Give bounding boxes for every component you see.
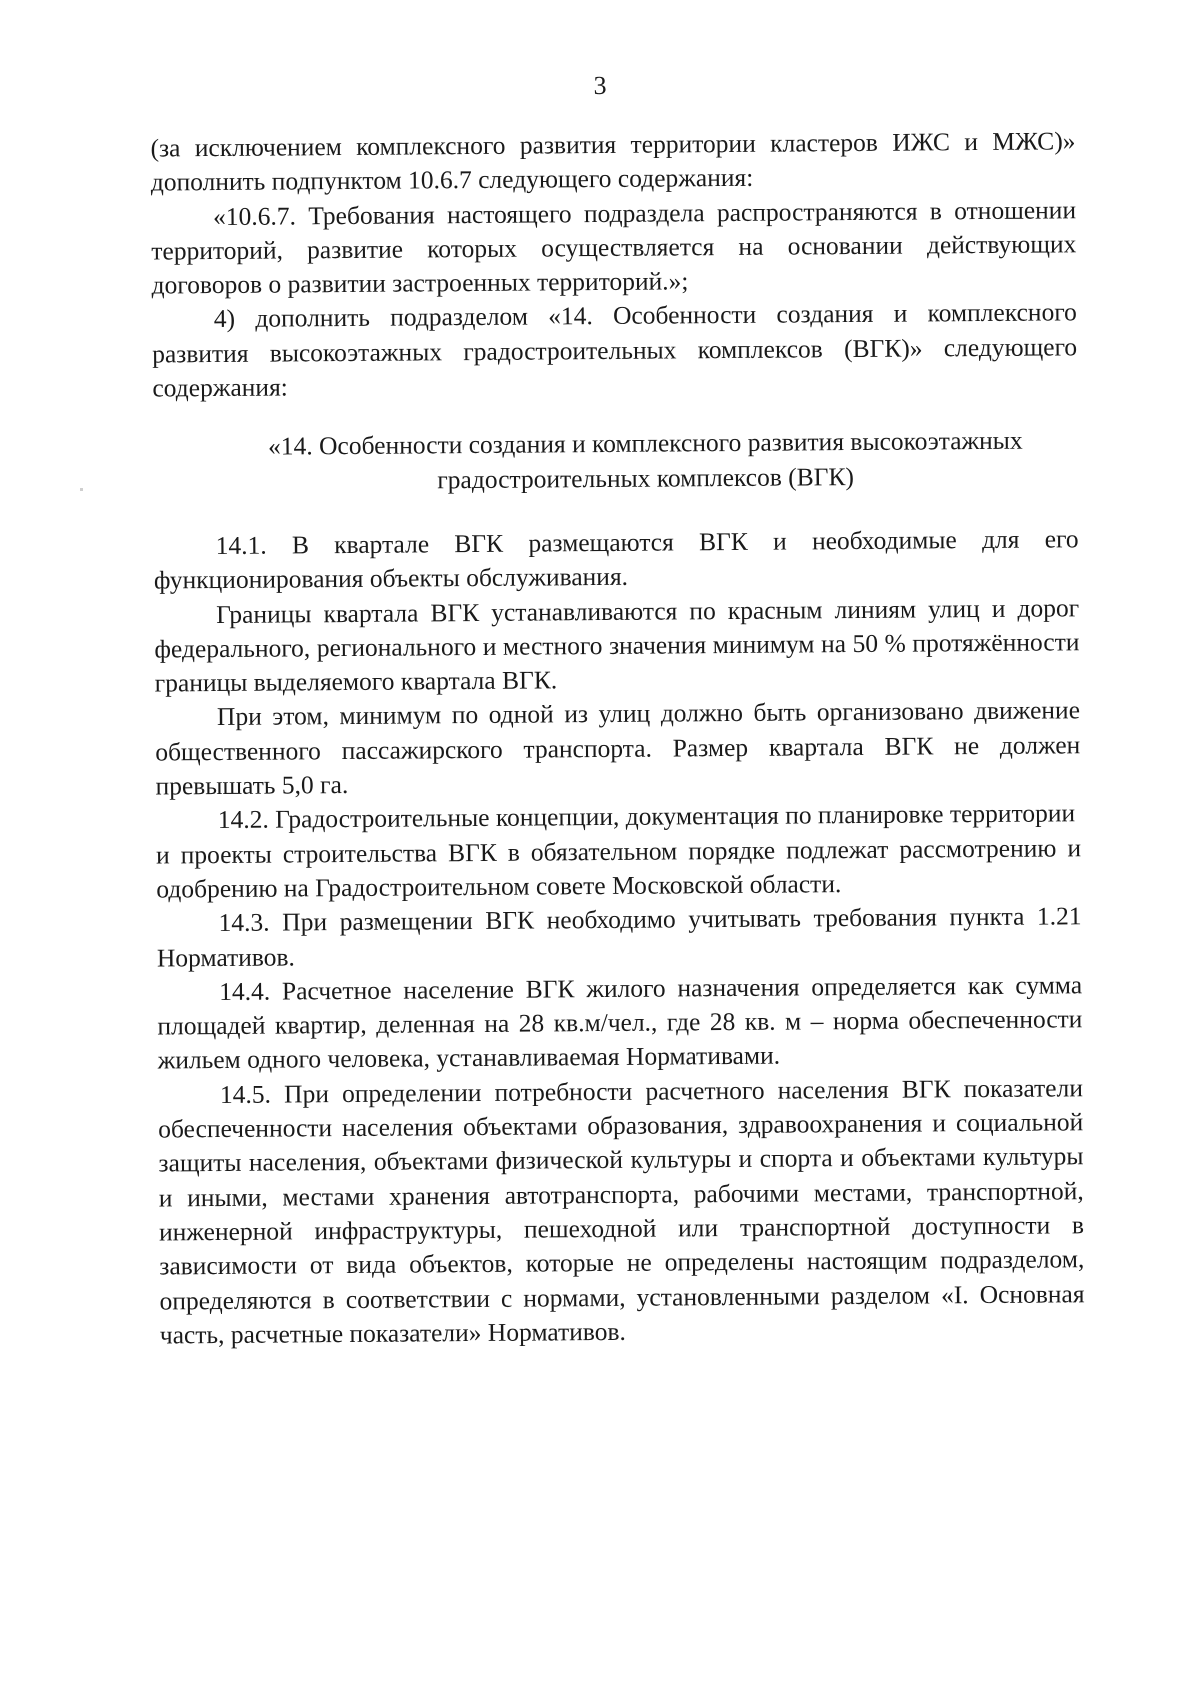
clause-14-1: 14.1. В квартале ВГК размещаются ВГК и необходимые для его функционирования объекты обслуживания. [153,524,1079,595]
section-heading [153,424,1079,500]
clause-14-5: 14.5. При определении потребности расчетного населения ВГК показатели обеспеченности населения объектами образования, здравоохранения и социальной защиты населения, объектами физической культуры и спорта и объектами культуры и иными, местами хранения автотранспорта, рабочими местами, транспортной, инженерной инфраструктуры, пешеходной или транспортной доступности в зависимости от вида объектов, которые не определены настоящим подразделом, определяются в соответствии с нормами, установленными разделом «I. Основная часть, расчетные показатели» Нормативов. [158,1072,1085,1350]
section-heading-line-2: градостроительных комплексов (ВГК) [437,461,855,494]
paragraph-subclause-10-6-7: «10.6.7. Требования настоящего подраздела распространяются в отношении территорий, развитие которых осуществляется на основании действующих договоров о развитии застроенных территорий.»; [151,194,1077,300]
clause-14-3: 14.3. При размещении ВГК необходимо учитывать требования пункта 1.21 Нормативов. [156,901,1082,973]
page-number: 3 [593,70,607,101]
clause-14-2-continuation: и проекты строительства ВГК в обязательном порядке подлежат рассмотрению и одобрению на Градостроительном совете Московской области. [155,832,1082,904]
section-heading-line-1: «14. Особенности создания и комплексного развития высокоэтажных [267,426,1023,461]
clause-14-4: 14.4. Расчетное население ВГК жилого назначения определяется как сумма площадей квартир, деленная на 28 кв.м/чел., где 28 кв. м – норма обеспеченности жильем одного человека, устанавливаемая Нормативами. [157,970,1083,1075]
document-body [150,124,1085,1352]
paragraph-amendment-intro: (за исключением комплексного развития территории кластеров ИЖС и МЖС)» дополнить подпунктом 10.6.7 следующего содержания: [150,126,1076,197]
clause-14-2: 14.2. Градостроительные концепции, документация по планировке территории [217,798,1076,835]
clause-14-1-transport: При этом, минимум по одной из улиц должно быть организовано движение общественного пассажирского транспорта. Размер квартала ВГК не должен превышать 5,0 га. [155,695,1081,801]
clause-14-1-boundaries: Границы квартала ВГК устанавливаются по красным линиям улиц и дорог федерального, регионального и местного значения минимум на 50 % протяжённости границы выделяемого квартала ВГК. [154,592,1080,698]
scan-speck [80,488,83,491]
paragraph-item-4: 4) дополнить подразделом «14. Особенности создания и комплексного развития высокоэтажных градостроительных комплексов (ВГК)» следующего содержания: [152,297,1078,403]
